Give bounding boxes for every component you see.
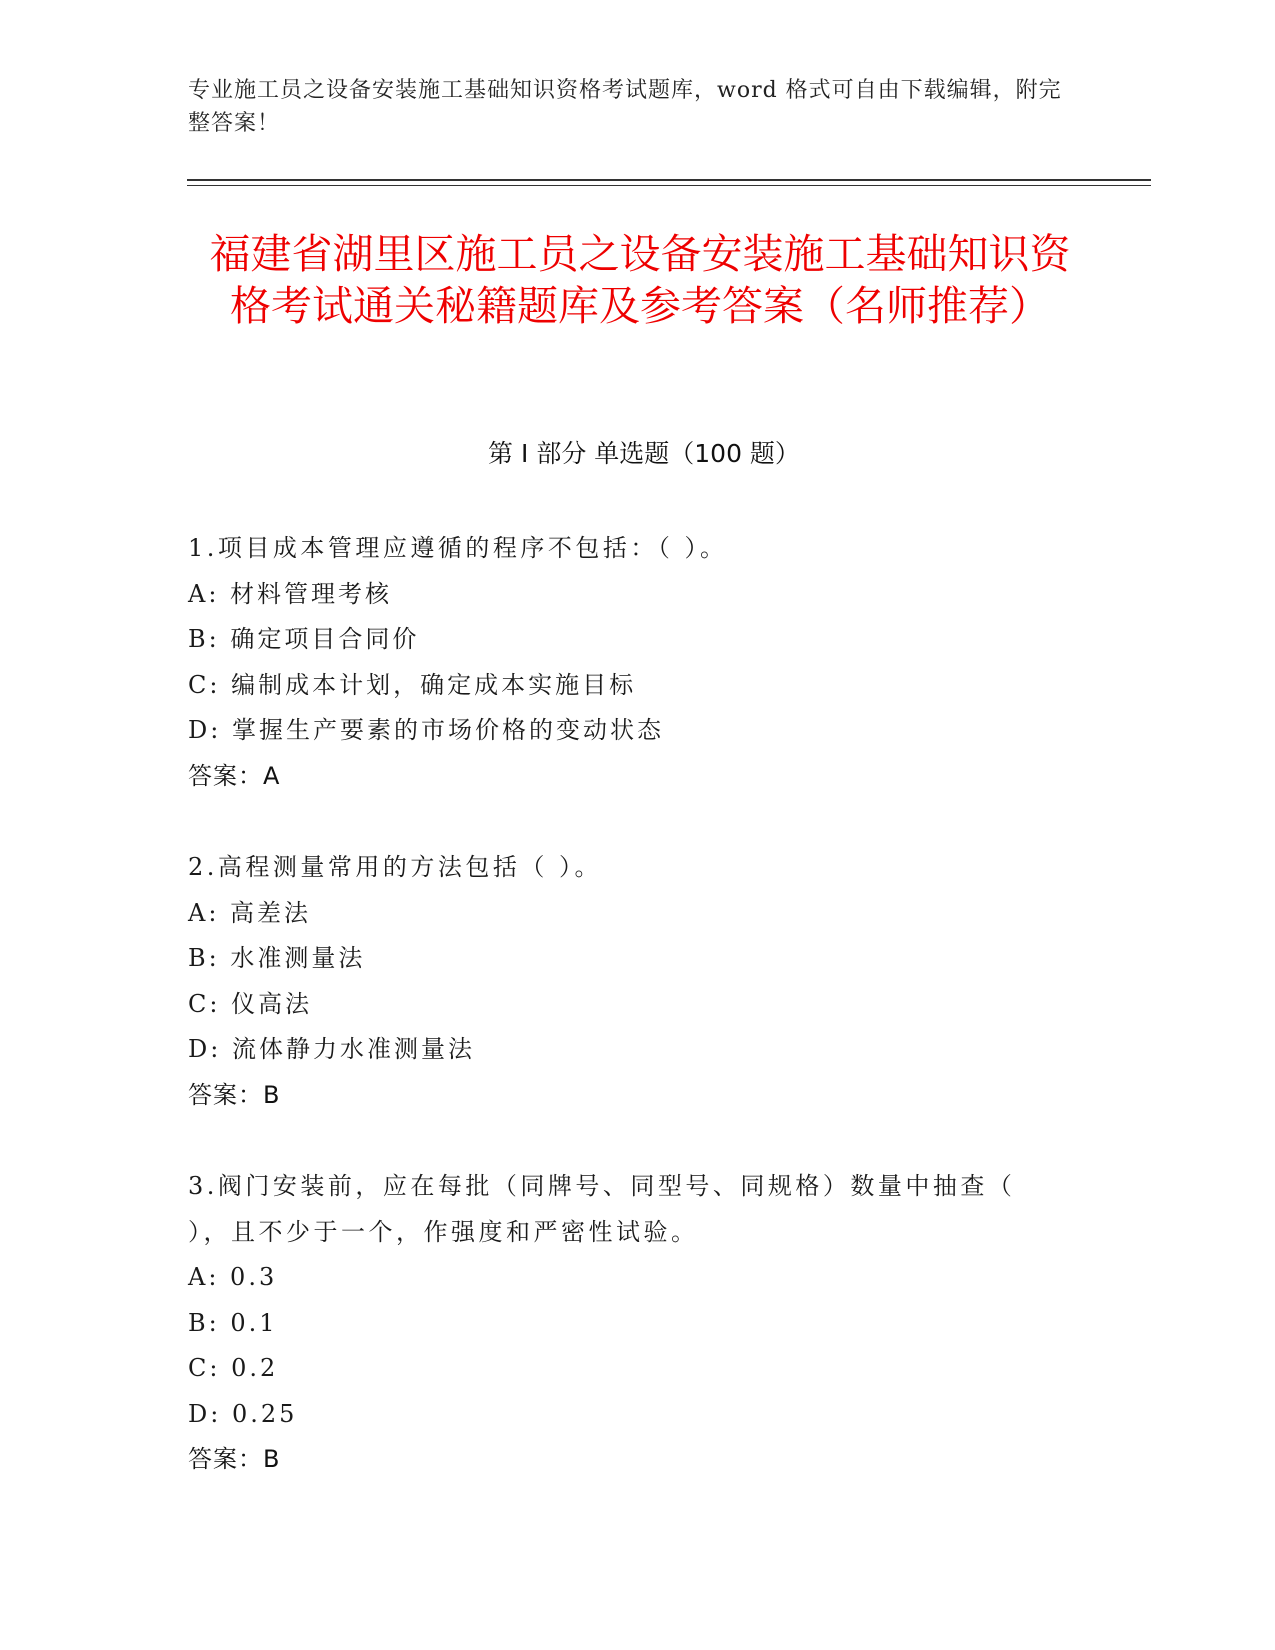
option-c: C: 仪高法 <box>188 989 313 1018</box>
option-a: A: 材料管理考核 <box>188 579 393 608</box>
question-list <box>188 526 1068 1529</box>
option-a: A: 0.3 <box>188 1263 278 1291</box>
answer-label: 答案：A <box>188 761 281 790</box>
option-b: B: 确定项目合同价 <box>188 625 420 653</box>
option-b: B: 0.1 <box>188 1308 278 1337</box>
question-stem: 2.高程测量常用的方法包括（ ）。 <box>188 853 603 881</box>
question-stem: 3.阀门安装前，应在每批（同牌号、同型号、同规格）数量中抽查（ ），且不少于一个，作强度和严密性试验。 <box>188 1172 1027 1246</box>
header-divider <box>187 179 1151 181</box>
answer-label: 答案：B <box>188 1445 281 1473</box>
question-item <box>188 1164 1068 1483</box>
option-c: C: 编制成本计划，确定成本实施目标 <box>188 670 637 699</box>
header-note: 专业施工员之设备安装施工基础知识资格考试题库，word 格式可自由下载编辑，附完整答案！ <box>188 78 1062 136</box>
header-divider-thin <box>187 185 1151 186</box>
option-d: D: 0.25 <box>188 1399 298 1428</box>
option-b: B: 水准测量法 <box>188 944 366 972</box>
option-d: D: 流体静力水准测量法 <box>188 1035 475 1063</box>
question-item <box>188 526 1068 799</box>
option-d: D: 掌握生产要素的市场价格的变动状态 <box>188 716 664 744</box>
document-title: 福建省湖里区施工员之设备安装施工基础知识资格考试通关秘籍题库及参考答案（名师推荐） <box>209 230 1071 330</box>
answer-label: 答案：B <box>188 1080 281 1109</box>
question-stem: 1.项目成本管理应遵循的程序不包括：（ ）。 <box>188 534 728 562</box>
section-heading: 第 I 部分 单选题（100 题） <box>488 439 800 468</box>
question-item <box>188 845 1068 1118</box>
option-a: A: 高差法 <box>188 898 312 927</box>
option-c: C: 0.2 <box>188 1354 279 1382</box>
